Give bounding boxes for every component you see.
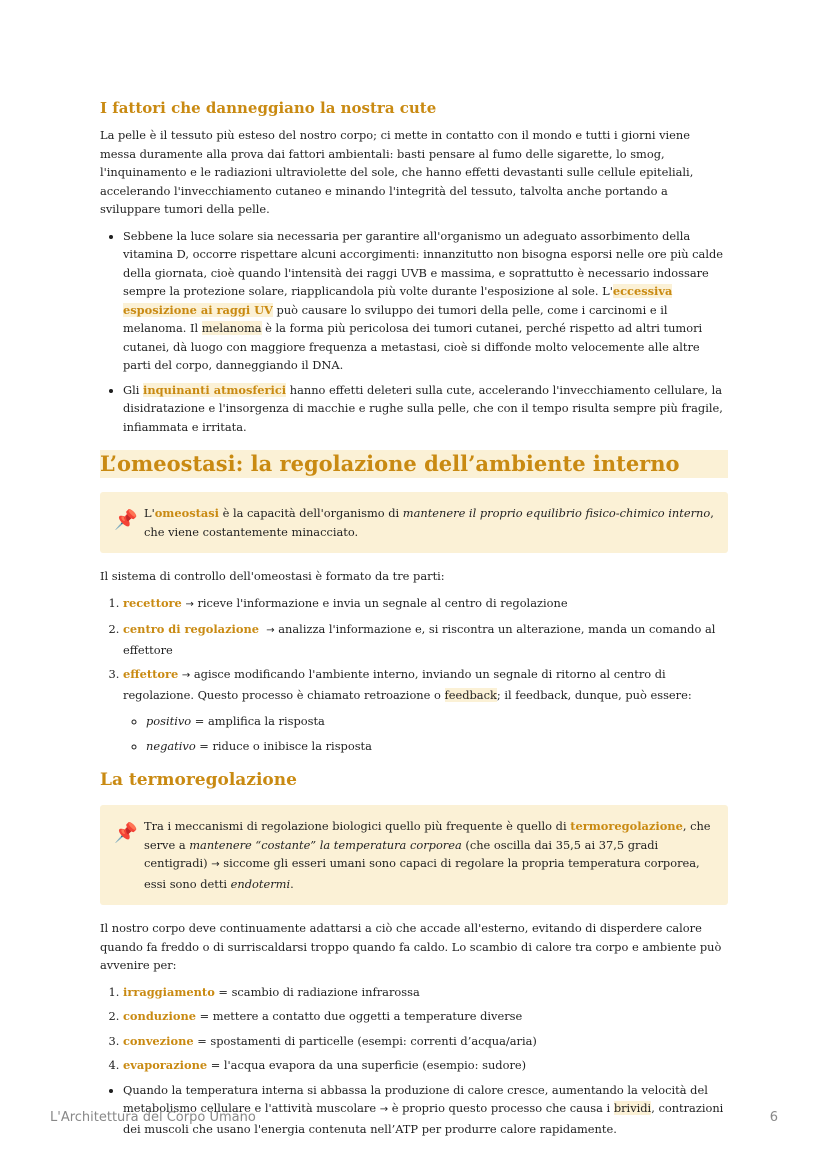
arrow-icon: → — [266, 625, 275, 636]
highlight-term: melanoma — [201, 321, 262, 335]
section-heading-homeostasis: L’omeostasi: la regolazione dell’ambiente interno — [100, 450, 728, 478]
list-item: 2. conduzione = mettere a contatto due oggetti a temperature diverse — [123, 1007, 728, 1026]
footer-title: L'Architettura del Corpo Umano — [50, 1110, 256, 1125]
skin-bullet-list — [100, 227, 728, 437]
list-item: 4. evaporazione = l'acqua evapora da una superficie (esempio: sudore) — [123, 1056, 728, 1075]
section-heading-thermoregulation: La termoregolazione — [100, 770, 297, 790]
highlight-term: eccessiva esposizione ai raggi UV — [123, 284, 673, 317]
pushpin-icon: 📌 — [114, 822, 138, 844]
highlight-term: omeostasi — [154, 506, 219, 520]
callout-thermoregulation: 📌 Tra i meccanismi di regolazione biologici quello più frequente è quello di termoregolazione, che serve a mantenere “costante” la temperatura corporea (che oscilla dai 35,5 ai 37,5 gradi centigradi) → siccome gli esseri umani sono capaci di regolare la propria temperatura corporea, essi sono detti endotermi. — [100, 805, 728, 905]
document-page — [100, 98, 728, 1144]
page-number: 6 — [769, 1110, 778, 1125]
homeostasis-intro: Il sistema di controllo dell'omeostasi è formato da tre parti: — [100, 569, 445, 583]
list-item: ◦ positivo = amplifica la risposta — [146, 712, 728, 731]
highlight-term: inquinanti atmosferici — [143, 382, 287, 397]
page-footer — [50, 1110, 778, 1125]
highlight-term: feedback — [444, 687, 497, 702]
pushpin-icon: 📌 — [114, 509, 138, 531]
list-item: 3. effettore → agisce modificando l'ambiente interno, inviando un segnale di ritorno al centro di regolazione. Questo processo è chiamato retroazione o feedback; il feedback, dunque, può essere: ◦ positivo = amplifica la risposta ◦ negativo = riduce o inibisce la risposta — [123, 665, 728, 755]
list-item: 1. recettore → riceve l'informazione e invia un segnale al centro di regolazione — [123, 594, 728, 615]
list-item: 1. irraggiamento = scambio di radiazione infrarossa — [123, 983, 728, 1002]
feedback-sublist — [123, 712, 728, 755]
list-item: 3. convezione = spostamenti di particelle (esempi: correnti d’acqua/aria) — [123, 1032, 728, 1051]
section-heading-skin-damage: I fattori che danneggiano la nostra cute — [100, 99, 437, 117]
homeostasis-parts-list — [100, 594, 728, 756]
callout-homeostasis: 📌 L'omeostasi è la capacità dell'organismo di mantenere il proprio equilibrio fisico-chimico interno, che viene costantemente minacciato. — [100, 492, 728, 553]
arrow-icon: → — [211, 859, 220, 870]
highlight-term: brividi — [613, 1101, 652, 1115]
arrow-icon: → — [379, 1104, 389, 1115]
list-item: 2. centro di regolazione → analizza l'informazione e, si riscontra un alterazione, manda un comando al effettore — [123, 620, 728, 659]
list-item: ◦ negativo = riduce o inibisce la risposta — [146, 737, 728, 756]
highlight-term: termoregolazione — [570, 819, 683, 833]
list-item: • Gli inquinanti atmosferici hanno effetti deleteri sulla cute, accelerando l'invecchiamento cellulare, la disidratazione e l'insorgenza di macchie e rughe sulla pelle, che con il tempo risulta sempre più fragile, infiammata e irritata. — [123, 381, 728, 437]
list-item: • Sebbene la luce solare sia necessaria per garantire all'organismo un adeguato assorbimento della vitamina D, occorre rispettare alcuni accorgimenti: innanzitutto non bisogna esporsi nelle ore più calde della giornata, cioè quando l'intensità dei raggi UVB e massima, e soprattutto è necessario indossare sempre la protezione solare, riapplicandola più volte durante l'esposizione al sole. L'eccessiva esposizione ai raggi UV può causare lo sviluppo dei tumori della pelle, come i carcinomi e il melanoma. Il melanoma è la forma più pericolosa dei tumori cutanei, perché rispetto ad altri tumori cutanei, dà luogo con maggiore frequenza a metastasi, cioè si diffonde molto velocemente alle altre parti del corpo, danneggiando il DNA. — [123, 227, 728, 375]
arrow-icon: → — [185, 598, 194, 610]
heat-exchange-list — [100, 983, 728, 1075]
thermo-intro: Il nostro corpo deve continuamente adattarsi a ciò che accade all'esterno, evitando di disperdere calore quando fa freddo o di surriscaldarsi troppo quando fa caldo. Lo scambio di calore tra corpo e ambiente può avvenire per: — [100, 921, 722, 972]
arrow-icon: → — [181, 670, 191, 681]
list-item: • Quando la temperatura interna si abbassa la produzione di calore cresce, aumentando la velocità del metabolismo cellulare e l'attività muscolare → è proprio questo processo che causa i brividi, contrazioni dei muscoli che usano l'energia contenuta nell’ATP per produrre calore rapidamente. — [123, 1081, 728, 1139]
skin-intro-paragraph: La pelle è il tessuto più esteso del nostro corpo; ci mette in contatto con il mondo e tutti i giorni viene messa duramente alla prova dai fattori ambientali: basti pensare al fumo delle sigarette, lo smog, l'inquinamento e le radiazioni ultraviolette del sole, che hanno effetti devastanti sulle cellule epiteliali, accelerando l'invecchiamento cutaneo e minando l'integrità del tessuto, talvolta anche portando a sviluppare tumori della pelle. — [100, 128, 694, 216]
